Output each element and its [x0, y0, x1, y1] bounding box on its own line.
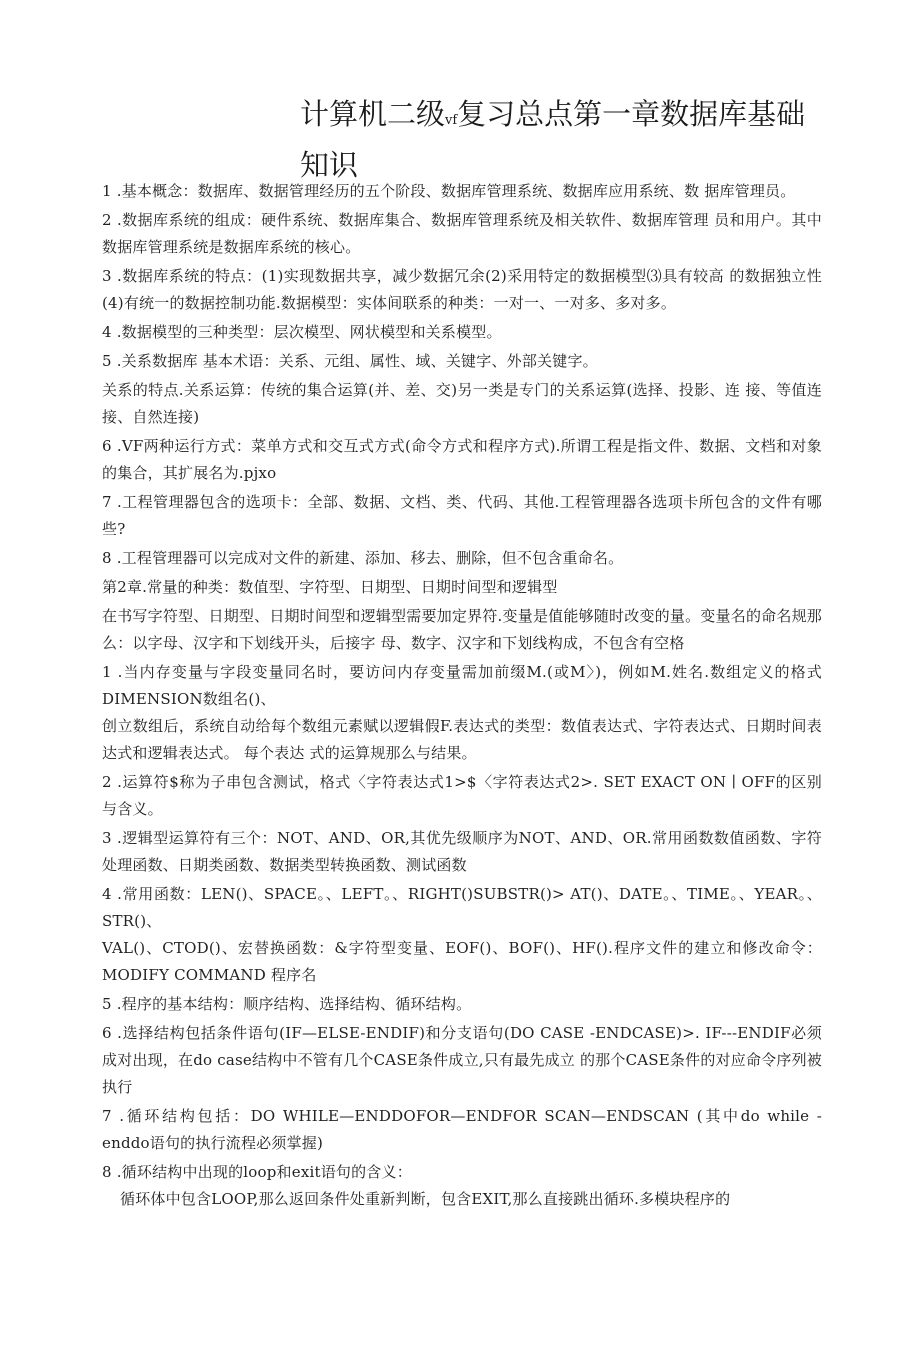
paragraph-16: 4 .常用函数：LEN()、SPACE。、LEFT。、RIGHT()SUBSTR()> AT()、DATE。、TIME。、YEAR。、STR()、 — [102, 885, 822, 930]
paragraph-11: 在书写字符型、日期型、日期时间型和逻辑型需要加定界符.变量是值能够随时改变的量。变量名的命名规那么：以字母、汉字和下划线开头，后接字 母、数字、汉字和下划线构成，不包含有空格 — [102, 607, 822, 652]
document-body — [102, 178, 822, 1213]
document-title — [300, 92, 820, 187]
paragraph-12: 1 .当内存变量与字段变量同名时，要访问内存变量需加前缀M.(或M〉)，例如M.姓名.数组定义的格式DIMENSION数组名()、 — [102, 663, 822, 708]
paragraph-18: 5 .程序的基本结构：顺序结构、选择结构、循环结构。 — [102, 995, 472, 1013]
title-part-2: 复习总点第一章数据库基础知识 — [300, 97, 806, 182]
paragraph-1: 1 .基本概念：数据库、数据管理经历的五个阶段、数据库管理系统、数据库应用系统、数 据库管理员。 — [102, 182, 796, 200]
paragraph-15: 3 .逻辑型运算符有三个：NOT、AND、OR,其优先级顺序为NOT、AND、OR.常用函数数值函数、字符处理函数、日期类函数、数据类型转换函数、测试函数 — [102, 829, 822, 874]
paragraph-20: 7 .循环结构包括：DO WHILE—ENDDOFOR—ENDFOR SCAN—ENDSCAN (其中do while -enddo语句的执行流程必须掌握) — [102, 1107, 822, 1152]
paragraph-3: 3 .数据库系统的特点：(1)实现数据共享，减少数据冗余(2)采用特定的数据模型⑶具有较高 的数据独立性(4)有统一的数据控制功能.数据模型：实体间联系的种类：一对一、一对多、多对多。 — [102, 267, 822, 312]
paragraph-2: 2 .数据库系统的组成：硬件系统、数据库集合、数据库管理系统及相关软件、数据库管理 员和用户。其中数据库管理系统是数据库系统的核心。 — [102, 211, 822, 256]
paragraph-21: 8 .循环结构中出现的loop和exit语句的含义： — [102, 1163, 412, 1181]
paragraph-14: 2 .运算符$称为子串包含测试，格式〈字符表达式1>$〈字符表达式2>. SET EXACT ON ∣ OFF的区别与含义。 — [102, 773, 822, 818]
paragraph-22: 循环体中包含LOOP,那么返回条件处重新判断，包含EXIT,那么直接跳出循环.多模块程序的 — [120, 1190, 731, 1208]
paragraph-6: 关系的特点.关系运算：传统的集合运算(并、差、交)另一类是专门的关系运算(选择、投影、连 接、等值连接、自然连接) — [102, 381, 822, 426]
paragraph-8: 7 .工程管理器包含的选项卡：全部、数据、文档、类、代码、其他.工程管理器各选项卡所包含的文件有哪些? — [102, 493, 822, 538]
paragraph-17: VAL()、CTOD()、宏替换函数：&字符型变量、EOF()、BOF()、HF().程序文件的建立和修改命令：MODIFY COMMAND 程序名 — [102, 939, 822, 984]
paragraph-9: 8 .工程管理器可以完成对文件的新建、添加、移去、删除，但不包含重命名。 — [102, 549, 624, 567]
paragraph-19: 6 .选择结构包括条件语句(IF—ELSE-ENDIF)和分支语句(DO CASE -ENDCASE)>. IF---ENDIF必须成对出现，在do case结构中不管有几个CASE条件成立,只有最先成立 的那个CASE条件的对应命令序列被执行 — [102, 1024, 822, 1096]
title-vf-small: vf — [445, 113, 458, 128]
title-part-1: 计算机二级 — [300, 97, 446, 131]
paragraph-5: 5 .关系数据库 基本术语：关系、元组、属性、域、关键字、外部关键字。 — [102, 352, 598, 370]
paragraph-7: 6 .VF两种运行方式：菜单方式和交互式方式(命令方式和程序方式).所谓工程是指文件、数据、文档和对象的集合，其扩展名为.pjxo — [102, 437, 822, 482]
paragraph-13: 创立数组后，系统自动给每个数组元素赋以逻辑假F.表达式的类型：数值表达式、字符表达式、日期时间表达式和逻辑表达式。 每个表达 式的运算规那么与结果。 — [102, 717, 822, 762]
paragraph-4: 4 .数据模型的三种类型：层次模型、网状模型和关系模型。 — [102, 323, 502, 341]
paragraph-10: 第2章.常量的种类：数值型、字符型、日期型、日期时间型和逻辑型 — [102, 578, 558, 596]
